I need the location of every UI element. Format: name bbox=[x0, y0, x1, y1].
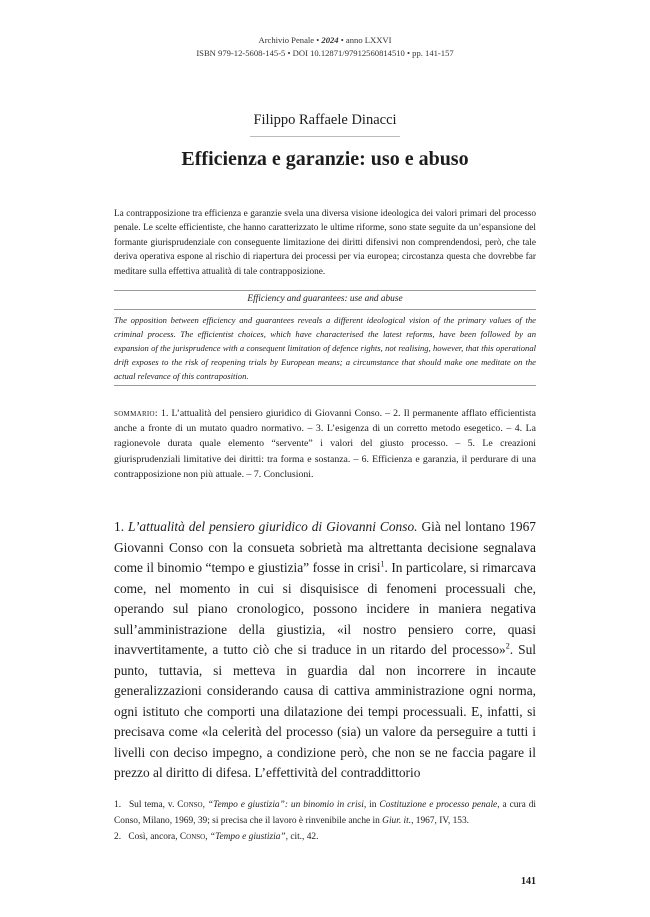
footnote-text: Così, ancora, bbox=[128, 832, 178, 842]
footnote-author: Conso bbox=[179, 832, 206, 842]
paper-title: Efficienza e garanzie: uso e abuso bbox=[181, 148, 469, 170]
footnote-author: Conso bbox=[177, 800, 203, 810]
footnote-text: , in bbox=[363, 800, 377, 810]
footnote-number: 1. bbox=[114, 800, 122, 810]
sommario-text: 1. L’attualità del pensiero giuridico di Giovanni Conso. – 2. Il permanente afflato efficientista anche a fronte di un mutato quadro normativo. – 3. L’esigenza di un corretto metodo esegetico. – 4. La ragionevole durata quale elemento “servente” i valori del giusto processo. – 5. Le creazioni giurisprudenziali limitative dei diritti: tra forma e sostanza. – 6. Efficienza e garanzia, il perdurare di una contrapposizione non più attuale. – 7. Conclusioni. bbox=[114, 408, 537, 480]
abstract-italian: La contrapposizione tra efficienza e garanzie svela una diversa visione ideologica dei valori primari del processo penale. Le scelte efficientiste, che hanno caratterizzato le ultime riforme, sono state seguite da un’espansione del formante giurisprudenziale con conseguente limitazione dei diritti difensivi non comprendendosi, però, che tale deriva operativa espone al rischio di riapertura dei processi per via europea; circostanza questa che dovrebbe far meditare sulla effettiva attualità di tale contrapposizione. bbox=[114, 209, 536, 277]
page-number: 141 bbox=[521, 876, 536, 887]
journal-name: Archivio Penale bbox=[258, 35, 315, 45]
footnote-2 bbox=[114, 829, 536, 845]
footnote-ref-1[interactable]: 1 bbox=[380, 559, 385, 569]
table-of-contents bbox=[114, 406, 536, 482]
isbn-doi-line: ISBN 979-12-5608-145-5 • DOI 10.12871/97912560814510 • pp. 141-157 bbox=[196, 48, 454, 58]
body-part-3: . Sul punto, tuttavia, si metteva in guardia dal non incorrere in incaute generalizzazioni considerando causa di cattiva amministrazione ogni norma, ogni istituto che comporti una dilatazione dei tempi processuali. E, infatti, si precisava come «la celerità del processo (sia) un valore da perseguire a tutti i livelli con deciso impegno, a condizione però, che non se ne faccia pagare il prezzo al diritto di difesa. L’effettività del contraddittorio bbox=[114, 642, 536, 780]
journal-volume: anno LXXVI bbox=[345, 35, 392, 45]
footnote-text: Sul tema, v. bbox=[128, 800, 175, 810]
body-text bbox=[114, 517, 536, 784]
abstract-divider-bottom bbox=[114, 385, 536, 386]
journal-header: Archivio Penale • 2024 • anno LXXVI ISBN 979-12-5608-145-5 • DOI 10.12871/97912560814510 • pp. 141-157 bbox=[0, 34, 650, 60]
footnote-1 bbox=[114, 797, 536, 829]
body-part-2: . In particolare, si rimarcava come, nel momento in cui si disquisisce di fenomeni processuali che, operando sul piano cronologico, possono incidere in maniera negativa sull’amministrazione della giustizia, «il nostro pensiero corre, quasi inavvertitamente, a tutto ciò che si traduce in un ritardo del processo» bbox=[114, 560, 536, 657]
footnote-ref-2[interactable]: 2 bbox=[505, 641, 510, 651]
footnotes bbox=[114, 797, 536, 845]
journal-year: 2024 bbox=[321, 35, 339, 45]
abstract-english: The opposition between efficiency and guarantees reveals a different ideological vision of the primary values of the criminal process. The efficientist choices, which have characterised the latest reforms, have been followed by an expansion of the jurisprudence with a consequent limitation of defence rights, not realising, however, that this operational drift exposes to the risk of reopening trials by European means; a circumstance that should make one meditate on the actual relevance of this contraposition. bbox=[114, 315, 536, 381]
section-number: 1. bbox=[114, 519, 125, 534]
author-name: Filippo Raffaele Dinacci bbox=[253, 112, 397, 128]
author-divider bbox=[250, 136, 400, 137]
footnote-text: , cit., 42. bbox=[285, 832, 319, 842]
english-title: Efficiency and guarantees: use and abuse bbox=[247, 294, 403, 304]
footnote-work-title: Costituzione e processo penale bbox=[379, 800, 498, 810]
footnote-work-title: , “Tempo e giustizia”: un binomio in crisi bbox=[202, 800, 364, 810]
abstract-divider-top bbox=[114, 290, 536, 291]
sommario-label: sommario: bbox=[114, 408, 158, 419]
abstract-divider-mid bbox=[114, 309, 536, 310]
body-part-1: Già nel lontano 1967 Giovanni Conso con la consueta sobrietà ma altrettanta decisione segnalava come il binomio “tempo e giustizia” fosse in crisi bbox=[114, 519, 536, 575]
footnote-text: , 1967, IV, 153. bbox=[411, 816, 469, 826]
footnote-number: 2. bbox=[114, 832, 122, 842]
section-heading: L’attualità del pensiero giuridico di Giovanni Conso. bbox=[128, 519, 418, 534]
footnote-work-title: , “Tempo e giustizia” bbox=[205, 832, 286, 842]
footnote-journal: Giur. it. bbox=[382, 816, 412, 826]
footnote-text: , a cura di Conso, Milano, 1969, 39; si precisa che il lavoro è rinvenibile anche in bbox=[114, 800, 536, 826]
